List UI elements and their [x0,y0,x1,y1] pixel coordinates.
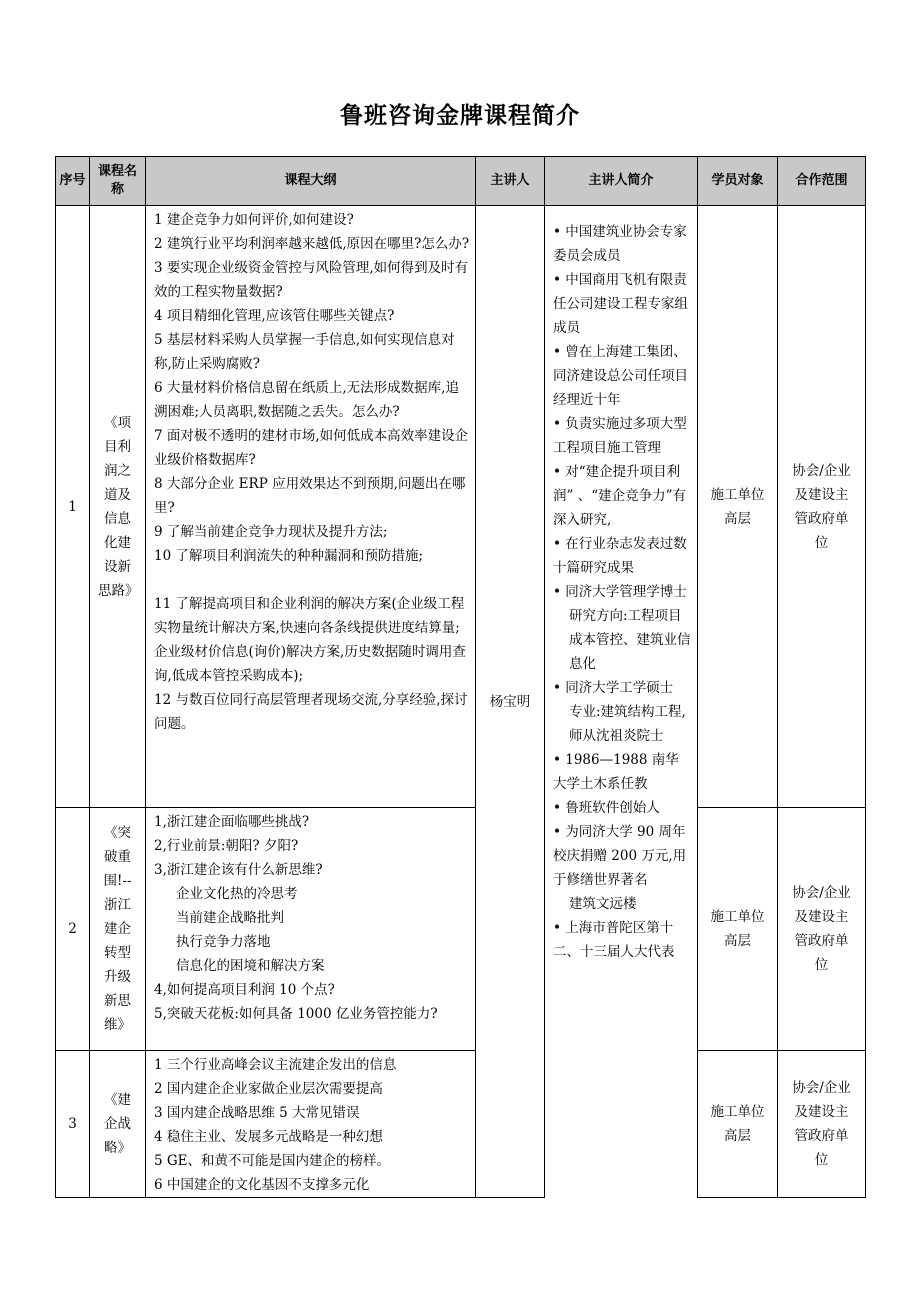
table-row [56,808,866,1051]
outline-item: 12 与数百位同行高层管理者现场交流,分享经验,探讨问题。 [154,692,468,732]
bio-item: • 曾在上海建工集团、同济建设总公司任项目经理近十年 [553,344,688,408]
header-lecturer: 主讲人 [476,157,545,206]
course-name: 《建企战略》 [90,1051,146,1198]
outline-item: 3 要实现企业级资金管控与风险管理,如何得到及时有效的工程实物量数据? [154,260,469,300]
outline-item: 2 国内建企企业家做企业层次需要提高 [154,1081,383,1097]
outline-item: 1 三个行业高峰会议主流建企发出的信息 [154,1057,397,1073]
header-course-name: 课程名称 [90,157,146,206]
bio-item: • 鲁班软件创始人 [553,800,660,816]
bio-item: 建筑文远楼 [569,896,637,912]
outline-item: 5 GE、和黄不可能是国内建企的榜样。 [154,1153,391,1169]
bio-item: • 上海市普陀区第十二、十三届人大代表 [553,920,675,960]
row-number: 3 [56,1051,90,1198]
cooperation-scope: 协会/企业及建设主管政府单位 [778,808,866,1051]
table-row [56,1051,866,1198]
outline-item: 4 项目精细化管理,应该管住哪些关键点? [154,308,395,324]
bio-item: 专业:建筑结构工程,师从沈祖炎院士 [569,704,686,744]
bio-item: 研究方向:工程项目成本管控、建筑业信息化 [569,608,691,672]
bio-item: • 为同济大学 90 周年校庆捐赠 200 万元,用于修缮世界著名 [553,824,687,888]
bio-item: • 同济大学管理学博士 [553,584,687,600]
cooperation-scope: 协会/企业及建设主管政府单位 [778,206,866,808]
outline-item: 4 稳住主业、发展多元战略是一种幻想 [154,1129,383,1145]
audience: 施工单位高层 [698,206,778,808]
bio-item: • 在行业杂志发表过数十篇研究成果 [553,536,687,576]
header-row [56,157,866,206]
header-outline: 课程大纲 [146,157,476,206]
course-table [55,156,866,1198]
outline-item: 3,浙江建企该有什么新思维? [154,862,323,878]
outline-item: 3 国内建企战略思维 5 大常见错误 [154,1105,360,1121]
outline-item: 1,浙江建企面临哪些挑战? [154,814,310,830]
course-outline [146,1051,476,1198]
header-scope: 合作范围 [778,157,866,206]
row-number: 2 [56,808,90,1051]
outline-item: 6 中国建企的文化基因不支撑多元化 [154,1177,370,1193]
outline-item: 10 了解项目利润流失的种种漏洞和预防措施; [154,548,424,564]
table-row [56,206,866,808]
lecturer-bio [545,206,698,1198]
course-name: 《项目利润之道及信息化建设新思路》 [90,206,146,808]
bio-item: • 同济大学工学硕士 [553,680,674,696]
course-outline [146,206,476,808]
header-audience: 学员对象 [698,157,778,206]
outline-item: 企业文化热的冷思考 [176,886,298,902]
outline-item: 9 了解当前建企竞争力现状及提升方法; [154,524,388,540]
audience: 施工单位高层 [698,1051,778,1198]
outline-item: 1 建企竞争力如何评价,如何建设? [154,212,354,228]
outline-item: 2 建筑行业平均利润率越来越低,原因在哪里?怎么办? [154,236,470,252]
outline-item: 当前建企战略批判 [176,910,284,926]
audience: 施工单位高层 [698,808,778,1051]
outline-item: 8 大部分企业 ERP 应用效果达不到预期,问题出在哪里? [154,476,466,516]
outline-item: 信息化的困境和解决方案 [176,958,325,974]
outline-item: 执行竞争力落地 [176,934,271,950]
cooperation-scope: 协会/企业及建设主管政府单位 [778,1051,866,1198]
header-bio: 主讲人简介 [545,157,698,206]
course-outline [146,808,476,1051]
outline-item: 6 大量材料价格信息留在纸质上,无法形成数据库,追溯困难;人员离职,数据随之丢失。怎么办? [154,380,459,420]
row-number: 1 [56,206,90,808]
spacer [154,568,471,592]
lecturer-name: 杨宝明 [476,206,545,1198]
outline-item: 4,如何提高项目利润 10 个点? [154,982,335,998]
outline-item: 5,突破天花板:如何具备 1000 亿业务管控能力? [154,1006,438,1022]
outline-item: 7 面对极不透明的建材市场,如何低成本高效率建设企业级价格数据库? [154,428,469,468]
page-title: 鲁班咨询金牌课程简介 [340,103,580,129]
bio-item: • 1986—1988 南华大学土木系任教 [553,752,679,792]
bio-item: • 中国建筑业协会专家委员会成员 [553,224,687,264]
course-name: 《突破重围!--浙江建企转型升级新思维》 [90,808,146,1051]
bio-item: • 中国商用飞机有限责任公司建设工程专家组成员 [553,272,688,336]
outline-item: 11 了解提高项目和企业利润的解决方案(企业级工程实物量统计解决方案,快速向各条线提供进度结算量;企业级材价信息(询价)解决方案,历史数据随时调用查询,低成本管控采购成本); [154,596,466,684]
outline-item: 2,行业前景:朝阳? 夕阳? [154,838,299,854]
header-no: 序号 [56,157,90,206]
bio-item: • 对“建企提升项目利润” 、“建企竞争力”有深入研究, [553,464,686,528]
bio-item: • 负责实施过多项大型工程项目施工管理 [553,416,687,456]
outline-item: 5 基层材料采购人员掌握一手信息,如何实现信息对称,防止采购腐败? [154,332,455,372]
